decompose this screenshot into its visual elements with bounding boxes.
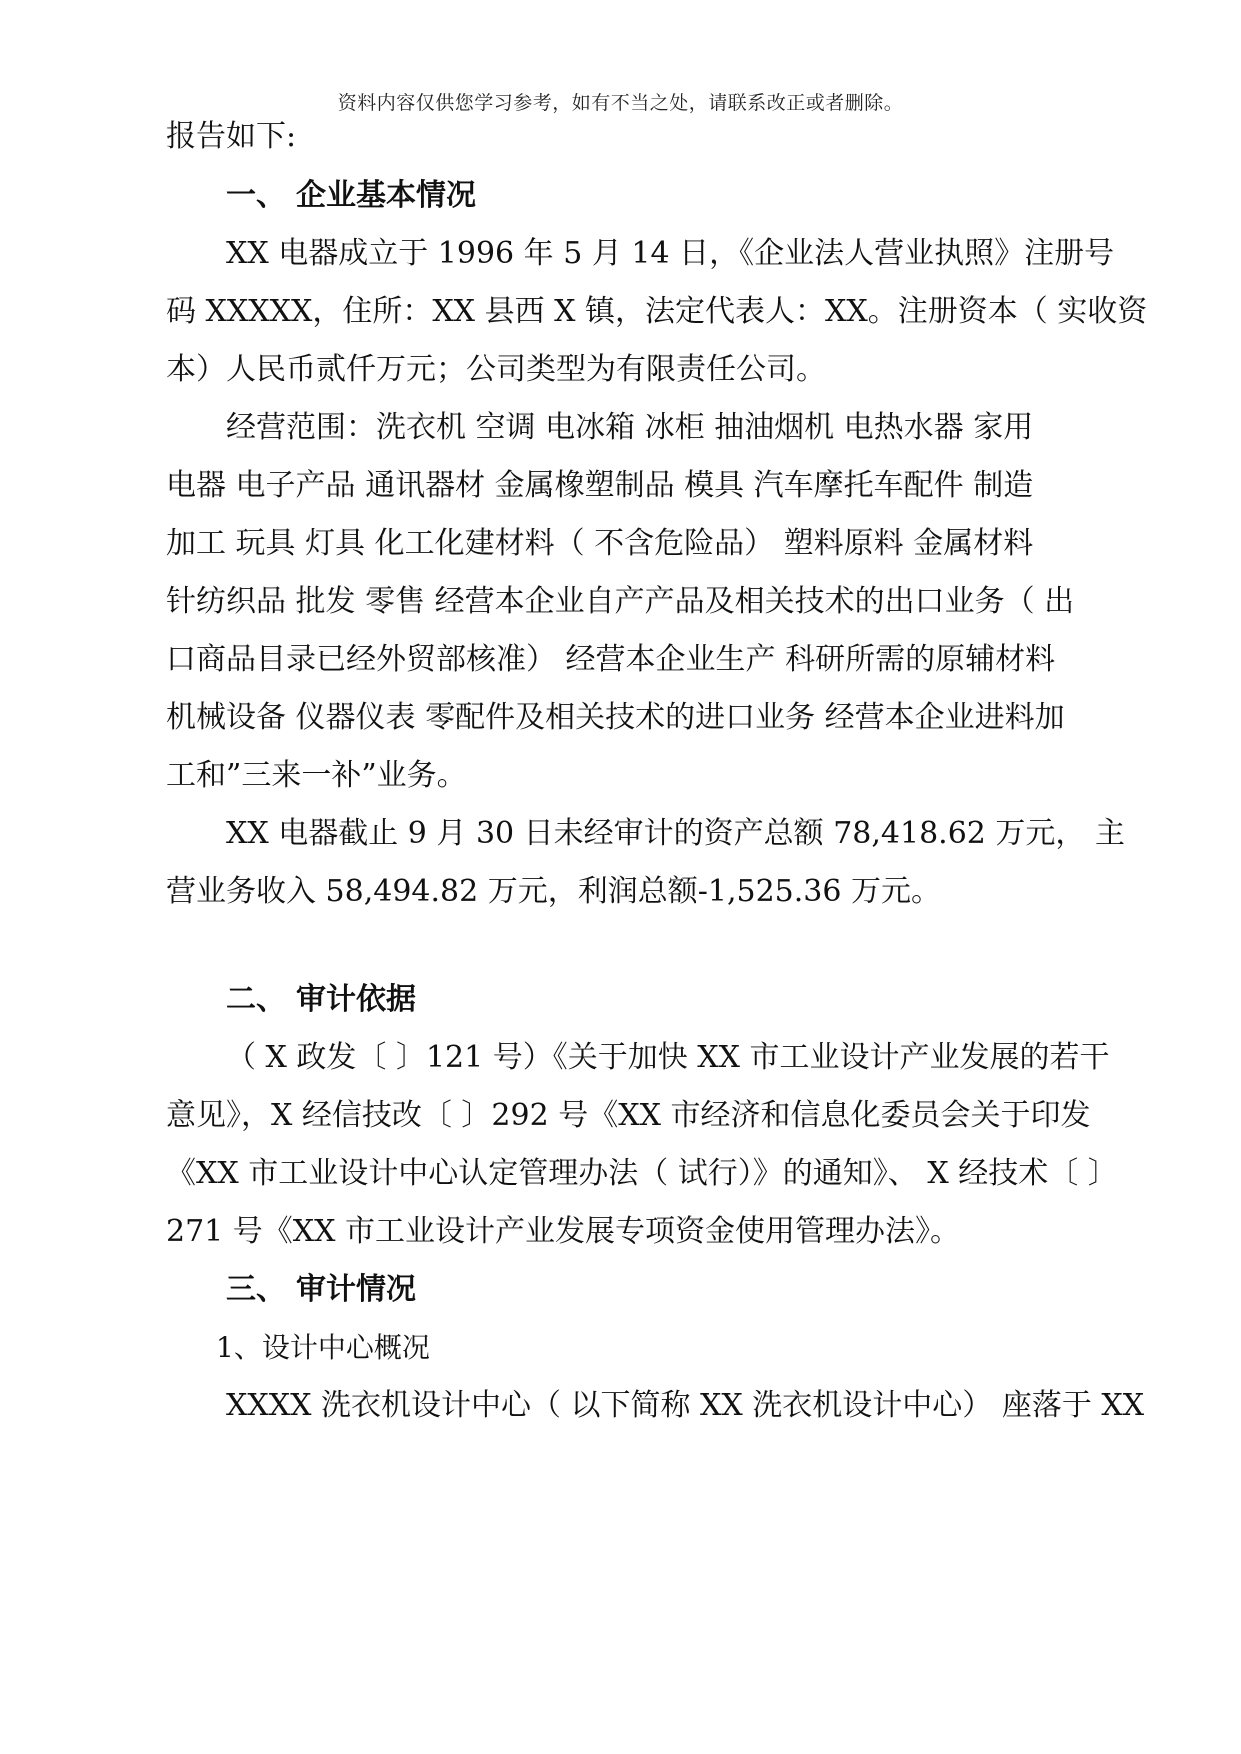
paragraph-line: 271 号《XX 市工业设计产业发展专项资金使用管理办法》。 [166,1214,961,1249]
paragraph-line: 针纺织品 批发 零售 经营本企业自产产品及相关技术的出口业务（ 出 [166,584,1075,619]
section-3-title: 审计情况 [296,1272,416,1307]
paragraph-line: 《XX 市工业设计中心认定管理办法（ 试行）》的通知》、 X 经技术〔 〕 [166,1156,1118,1191]
paragraph-line: 经营范围：洗衣机 空调 电冰箱 冰柜 抽油烟机 电热水器 家用 [226,410,1034,445]
section-3-number: 三、 [226,1272,286,1307]
section-2-title: 审计依据 [296,982,416,1017]
paragraph-line: 本）人民币贰仟万元；公司类型为有限责任公司。 [166,352,826,387]
paragraph-line: 工和”三来一补”业务。 [166,758,467,793]
paragraph-line: 码 XXXXX，住所：XX 县西 X 镇，法定代表人：XX。注册资本（ 实收资 [166,294,1148,329]
section-1-number: 一、 [226,178,286,213]
paragraph-line: 口商品目录已经外贸部核准） 经营本企业生产 科研所需的原辅材料 [166,642,1056,677]
paragraph-line: 意见》，X 经信技改〔 〕292 号《XX 市经济和信息化委员会关于印发 [166,1098,1091,1133]
paragraph-line: 加工 玩具 灯具 化工化建材料（ 不含危险品） 塑料原料 金属材料 [166,526,1034,561]
section-2-heading [226,980,416,1020]
section-1-title: 企业基本情况 [296,178,476,213]
paragraph-line: 机械设备 仪器仪表 零配件及相关技术的进口业务 经营本企业进料加 [166,700,1065,735]
section-3-heading [226,1270,416,1310]
section-2-number: 二、 [226,982,286,1017]
intro-text: 报告如下: [166,119,297,154]
paragraph-line: XX 电器成立于 1996 年 5 月 14 日，《企业法人营业执照》注册号 [226,236,1115,271]
subsection-1-heading: 1、设计中心概况 [216,1331,430,1364]
paragraph-line: （ X 政发〔 〕121 号）《关于加快 XX 市工业设计产业发展的若干 [226,1040,1110,1075]
paragraph-line: XXXX 洗衣机设计中心（ 以下简称 XX 洗衣机设计中心） 座落于 XX [226,1388,1145,1423]
paragraph-line: 电器 电子产品 通讯器材 金属橡塑制品 模具 汽车摩托车配件 制造 [166,468,1034,503]
paragraph-line: XX 电器截止 9 月 30 日未经审计的资产总额 78,418.62 万元， 主 [226,816,1125,851]
paragraph-line: 营业务收入 58,494.82 万元，利润总额-1,525.36 万元。 [166,874,942,909]
section-1-heading [226,176,476,216]
disclaimer-header: 资料内容仅供您学习参考，如有不当之处，请联系改正或者删除。 [337,92,904,114]
